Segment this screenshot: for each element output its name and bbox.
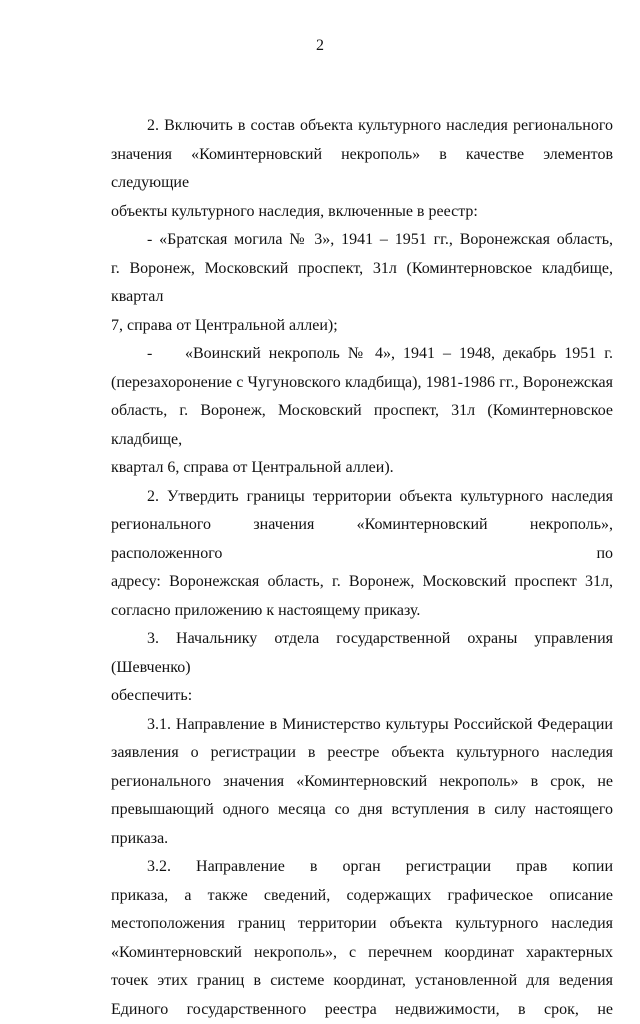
text-line: 3. Начальнику отдела государственной охраны управления (Шевченко) [111,625,613,682]
text-line: (перезахоронение с Чугуновского кладбища), 1981-1986 гг., Воронежская [111,369,613,398]
paragraph-include-elements [111,112,613,226]
text-line: 7, справа от Центральной аллеи); [111,312,613,341]
text-line: местоположения границ территории объекта культурного наследия [111,910,613,939]
text-line: 3.2. Направление в орган регистрации прав копии [111,853,613,882]
text-line: - «Братская могила № 3», 1941 – 1951 гг., Воронежская область, [111,226,613,255]
document-body [111,112,613,1024]
list-item-voinskiy-nekropol [111,340,613,483]
text-line: область, г. Воронеж, Московский проспект, 31л (Коминтерновское кладбище, [111,397,613,454]
text-line: согласно приложению к настоящему приказу. [111,597,613,626]
paragraph-approve-boundaries [111,483,613,626]
text-line: 3.1. Направление в Министерство культуры Российской Федерации [111,711,613,740]
paragraph-3-1 [111,711,613,854]
text-line: превышающий одного месяца со дня вступления в силу настоящего приказа. [111,796,613,853]
text-line: 2. Включить в состав объекта культурного наследия регионального [111,112,613,141]
text-line: Единого государственного реестра недвижимости, в срок, не [111,996,613,1024]
text-line: регионального значения «Коминтерновский некрополь», расположенного по [111,511,613,568]
text-line: регионального значения «Коминтерновский некрополь» в срок, не [111,768,613,797]
list-item-bratskaya-mogila [111,226,613,340]
paragraph-3-2 [111,853,613,1024]
text-line: объекты культурного наследия, включенные в реестр: [111,198,613,227]
text-line: заявления о регистрации в реестре объекта культурного наследия [111,739,613,768]
text-line: адресу: Воронежская область, г. Воронеж, Московский проспект 31л, [111,568,613,597]
text-line: приказа, а также сведений, содержащих графическое описание [111,882,613,911]
text-line: квартал 6, справа от Центральной аллеи). [111,454,613,483]
text-line: г. Воронеж, Московский проспект, 31л (Коминтерновское кладбище, квартал [111,255,613,312]
text-line: точек этих границ в системе координат, установленной для ведения [111,967,613,996]
list-dash: - [111,340,185,369]
text-line: обеспечить: [111,682,613,711]
page-number: 2 [0,37,640,55]
text-line: значения «Коминтерновский некрополь» в качестве элементов следующие [111,141,613,198]
paragraph-head-of-department [111,625,613,711]
text-line: 2. Утвердить границы территории объекта культурного наследия [111,483,613,512]
text-line [111,340,613,369]
text-line: «Коминтерновский некрополь», с перечнем координат характерных [111,939,613,968]
text-line-content: «Воинский некрополь № 4», 1941 – 1948, декабрь 1951 г. [185,340,613,369]
